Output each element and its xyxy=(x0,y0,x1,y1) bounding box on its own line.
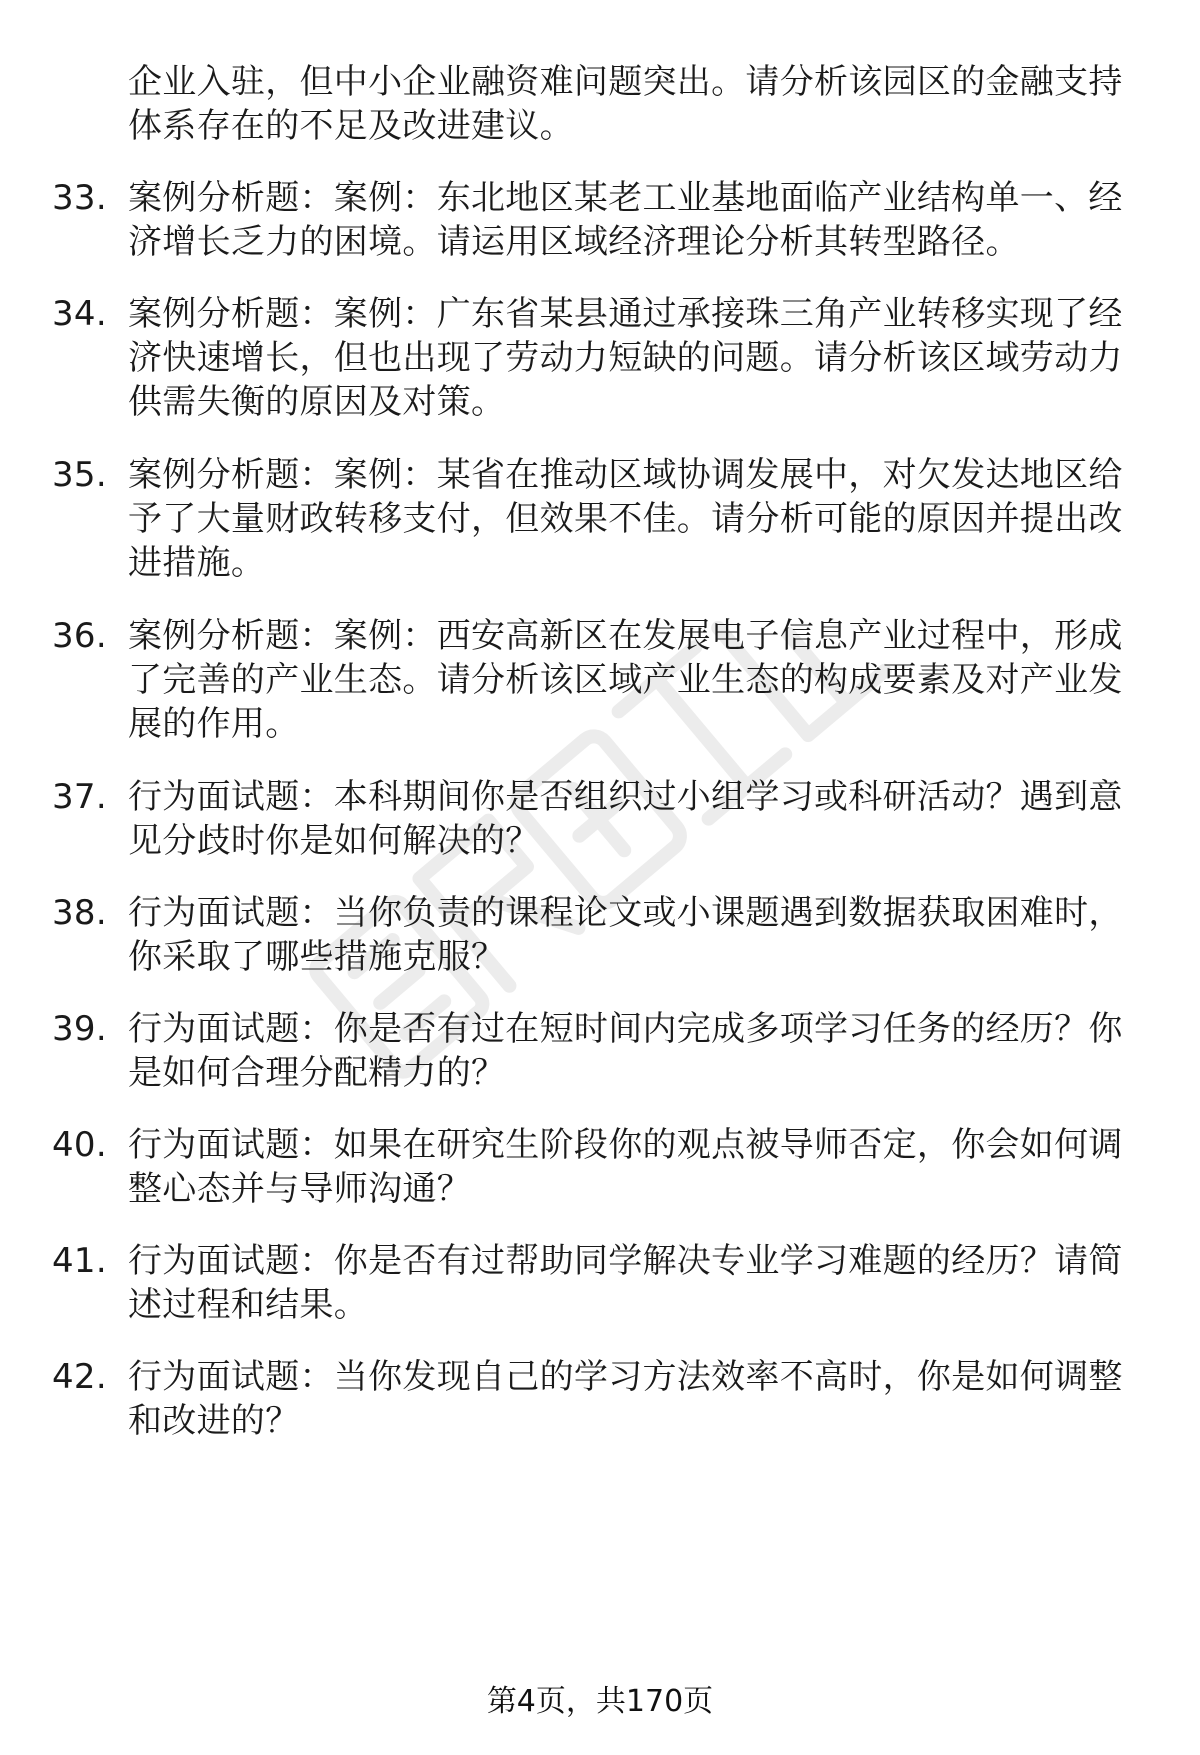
question-number: 33. xyxy=(52,178,107,218)
question-item xyxy=(52,1007,1142,1095)
question-number: 35. xyxy=(52,455,107,495)
question-text: 行为面试题：你是否有过在短时间内完成多项学习任务的经历？你是如何合理分配精力的？ xyxy=(128,1009,1123,1093)
question-text: 案例分析题：案例：西安高新区在发展电子信息产业过程中，形成了完善的产业生态。请分析该区域产业生态的构成要素及对产业发展的作用。 xyxy=(128,616,1123,744)
page-number-footer: 第4页，共170页 xyxy=(486,1684,714,1719)
question-number: 41. xyxy=(52,1241,107,1281)
question-number: 38. xyxy=(52,893,107,933)
question-text: 行为面试题：如果在研究生阶段你的观点被导师否定，你会如何调整心态并与导师沟通？ xyxy=(128,1125,1123,1209)
question-number: 42. xyxy=(52,1357,107,1397)
question-number: 37. xyxy=(52,777,107,817)
question-text: 行为面试题：当你发现自己的学习方法效率不高时，你是如何调整和改进的？ xyxy=(128,1357,1123,1441)
question-item xyxy=(52,176,1142,264)
question-text: 行为面试题：你是否有过帮助同学解决专业学习难题的经历？请简述过程和结果。 xyxy=(128,1241,1123,1325)
question-item xyxy=(52,1355,1142,1443)
question-text: 案例分析题：案例：某省在推动区域协调发展中，对欠发达地区给予了大量财政转移支付，但效果不佳。请分析可能的原因并提出改进措施。 xyxy=(128,455,1123,583)
question-number: 39. xyxy=(52,1009,107,1049)
question-item xyxy=(52,292,1142,424)
question-item xyxy=(52,1239,1142,1327)
question-number: 34. xyxy=(52,294,107,334)
question-text: 行为面试题：本科期间你是否组织过小组学习或科研活动？遇到意见分歧时你是如何解决的？ xyxy=(128,777,1123,861)
question-text: 案例分析题：案例：广东省某县通过承接珠三角产业转移实现了经济快速增长，但也出现了劳动力短缺的问题。请分析该区域劳动力供需失衡的原因及对策。 xyxy=(128,294,1123,422)
question-item xyxy=(52,1123,1142,1211)
question-item xyxy=(52,775,1142,863)
question-item xyxy=(52,453,1142,585)
question-text: 案例分析题：案例：东北地区某老工业基地面临产业结构单一、经济增长乏力的困境。请运用区域经济理论分析其转型路径。 xyxy=(128,178,1123,262)
question-item xyxy=(52,614,1142,746)
question-number: 40. xyxy=(52,1125,107,1165)
question-continuation-text: 企业入驻，但中小企业融资难问题突出。请分析该园区的金融支持体系存在的不足及改进建议。 xyxy=(128,62,1123,146)
question-number: 36. xyxy=(52,616,107,656)
question-text: 行为面试题：当你负责的课程论文或小课题遇到数据获取困难时，你采取了哪些措施克服？ xyxy=(128,893,1123,977)
question-item xyxy=(52,891,1142,979)
